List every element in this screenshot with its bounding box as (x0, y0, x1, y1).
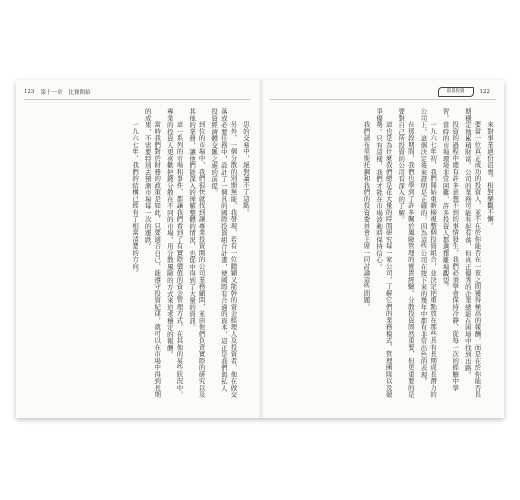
publisher-logo-icon: 前景投資 (438, 87, 474, 97)
left-page-header (24, 87, 97, 97)
right-paragraph: 要當一位真正成功的投資人，並不在於你能否在一夜之間獲得極高的報酬，而是在於你能否長期穩定地累積財富。公司的業務可能有起有落，但真正優秀的企業總能在困境中找到出路。 (463, 108, 482, 398)
left-paragraph: 當時我們對於財務的政策是如此，只要適合自己，能遵守投資紀律，就可以在市場中得到長期的成果，不需要特別去預測市場每一次的漲跌。 (143, 108, 162, 398)
right-header-rule (270, 99, 496, 100)
left-page-number: 123 (24, 89, 35, 95)
left-paragraph: 思的交易中，絕對讀不了這點。 (242, 120, 250, 216)
left-paragraph: 這一系列的市場和事件，都讓我們看到了有實際價值的資金管理方式。在其他的某些狀況中，專業的投資人更喜歡把錢分散在不同的市場，用分散風險的方式來追求穩定的報酬。 (165, 108, 184, 398)
right-paragraph: 在那段期間，我們也學到了許多關於風險管理的寶貴經驗。分散投資固然重要，但更重要的是要對自己所投資的公司有深入的了解。 (397, 108, 415, 398)
book-spread (16, 80, 504, 418)
left-page-body (28, 108, 250, 398)
right-paragraph: 來對事業過份沮喪。相對樂觀不懈。 (486, 120, 494, 229)
right-paragraph: 這也是為什麼我們總是花大量的時間研究每一家公司，了解它們的業務模式、管理團隊以及競爭優勢。只有這樣，我們才能在市場波動時保持信心。 (375, 108, 393, 398)
chapter-label: 第十一章 (40, 90, 63, 96)
right-page-number: 122 (479, 89, 490, 95)
chapter-title: 比賽開始 (68, 90, 91, 96)
right-paragraph: 投資的過程中總有許多意想不到的事情發生，我們必須學會保持冷靜，從每一次的經驗中學習。當時的市場環境非常困難，許多投資人都選擇離場觀望。 (441, 108, 460, 391)
book-gutter (258, 80, 264, 418)
left-paragraph: 到位的市場中，我們很快就找到讓專業投資圈的公司業務顧問，並由他們負責實際的研究以及其他的業務，讓他們能深入的理解整體的情況，也從中得到了大量的資訊。 (188, 108, 206, 398)
left-paragraph: 另外，一個分散的別期無能，我發現，若有一位聰穎又能幹的資金經理人及投資者，他在做交落或必要任務中，設計了一個具的國際投資組合計畫，使國際有合適的資本，這正是我們與私人投資經濟體交匯之處的前提。 (210, 108, 238, 398)
right-page-header (438, 87, 497, 97)
right-paragraph: 一九六七年初，我們開始重新檢視整個投資組合，並決定把重點放在那些具有長期成長潛力的公司上。這個決定後來證明是正確的，因為這些公司在接下來的幾年中都有非常出色的表現。 (419, 108, 438, 398)
left-header-rule (24, 99, 250, 100)
right-paragraph: 我們請布里斯托鋼和我們的投資委員會主席一同討論這些問題。 (362, 120, 371, 310)
right-page-body (272, 108, 494, 398)
left-paragraph: 一九六七年，我們的結構已經有了相當清楚的方向。 (131, 120, 140, 277)
